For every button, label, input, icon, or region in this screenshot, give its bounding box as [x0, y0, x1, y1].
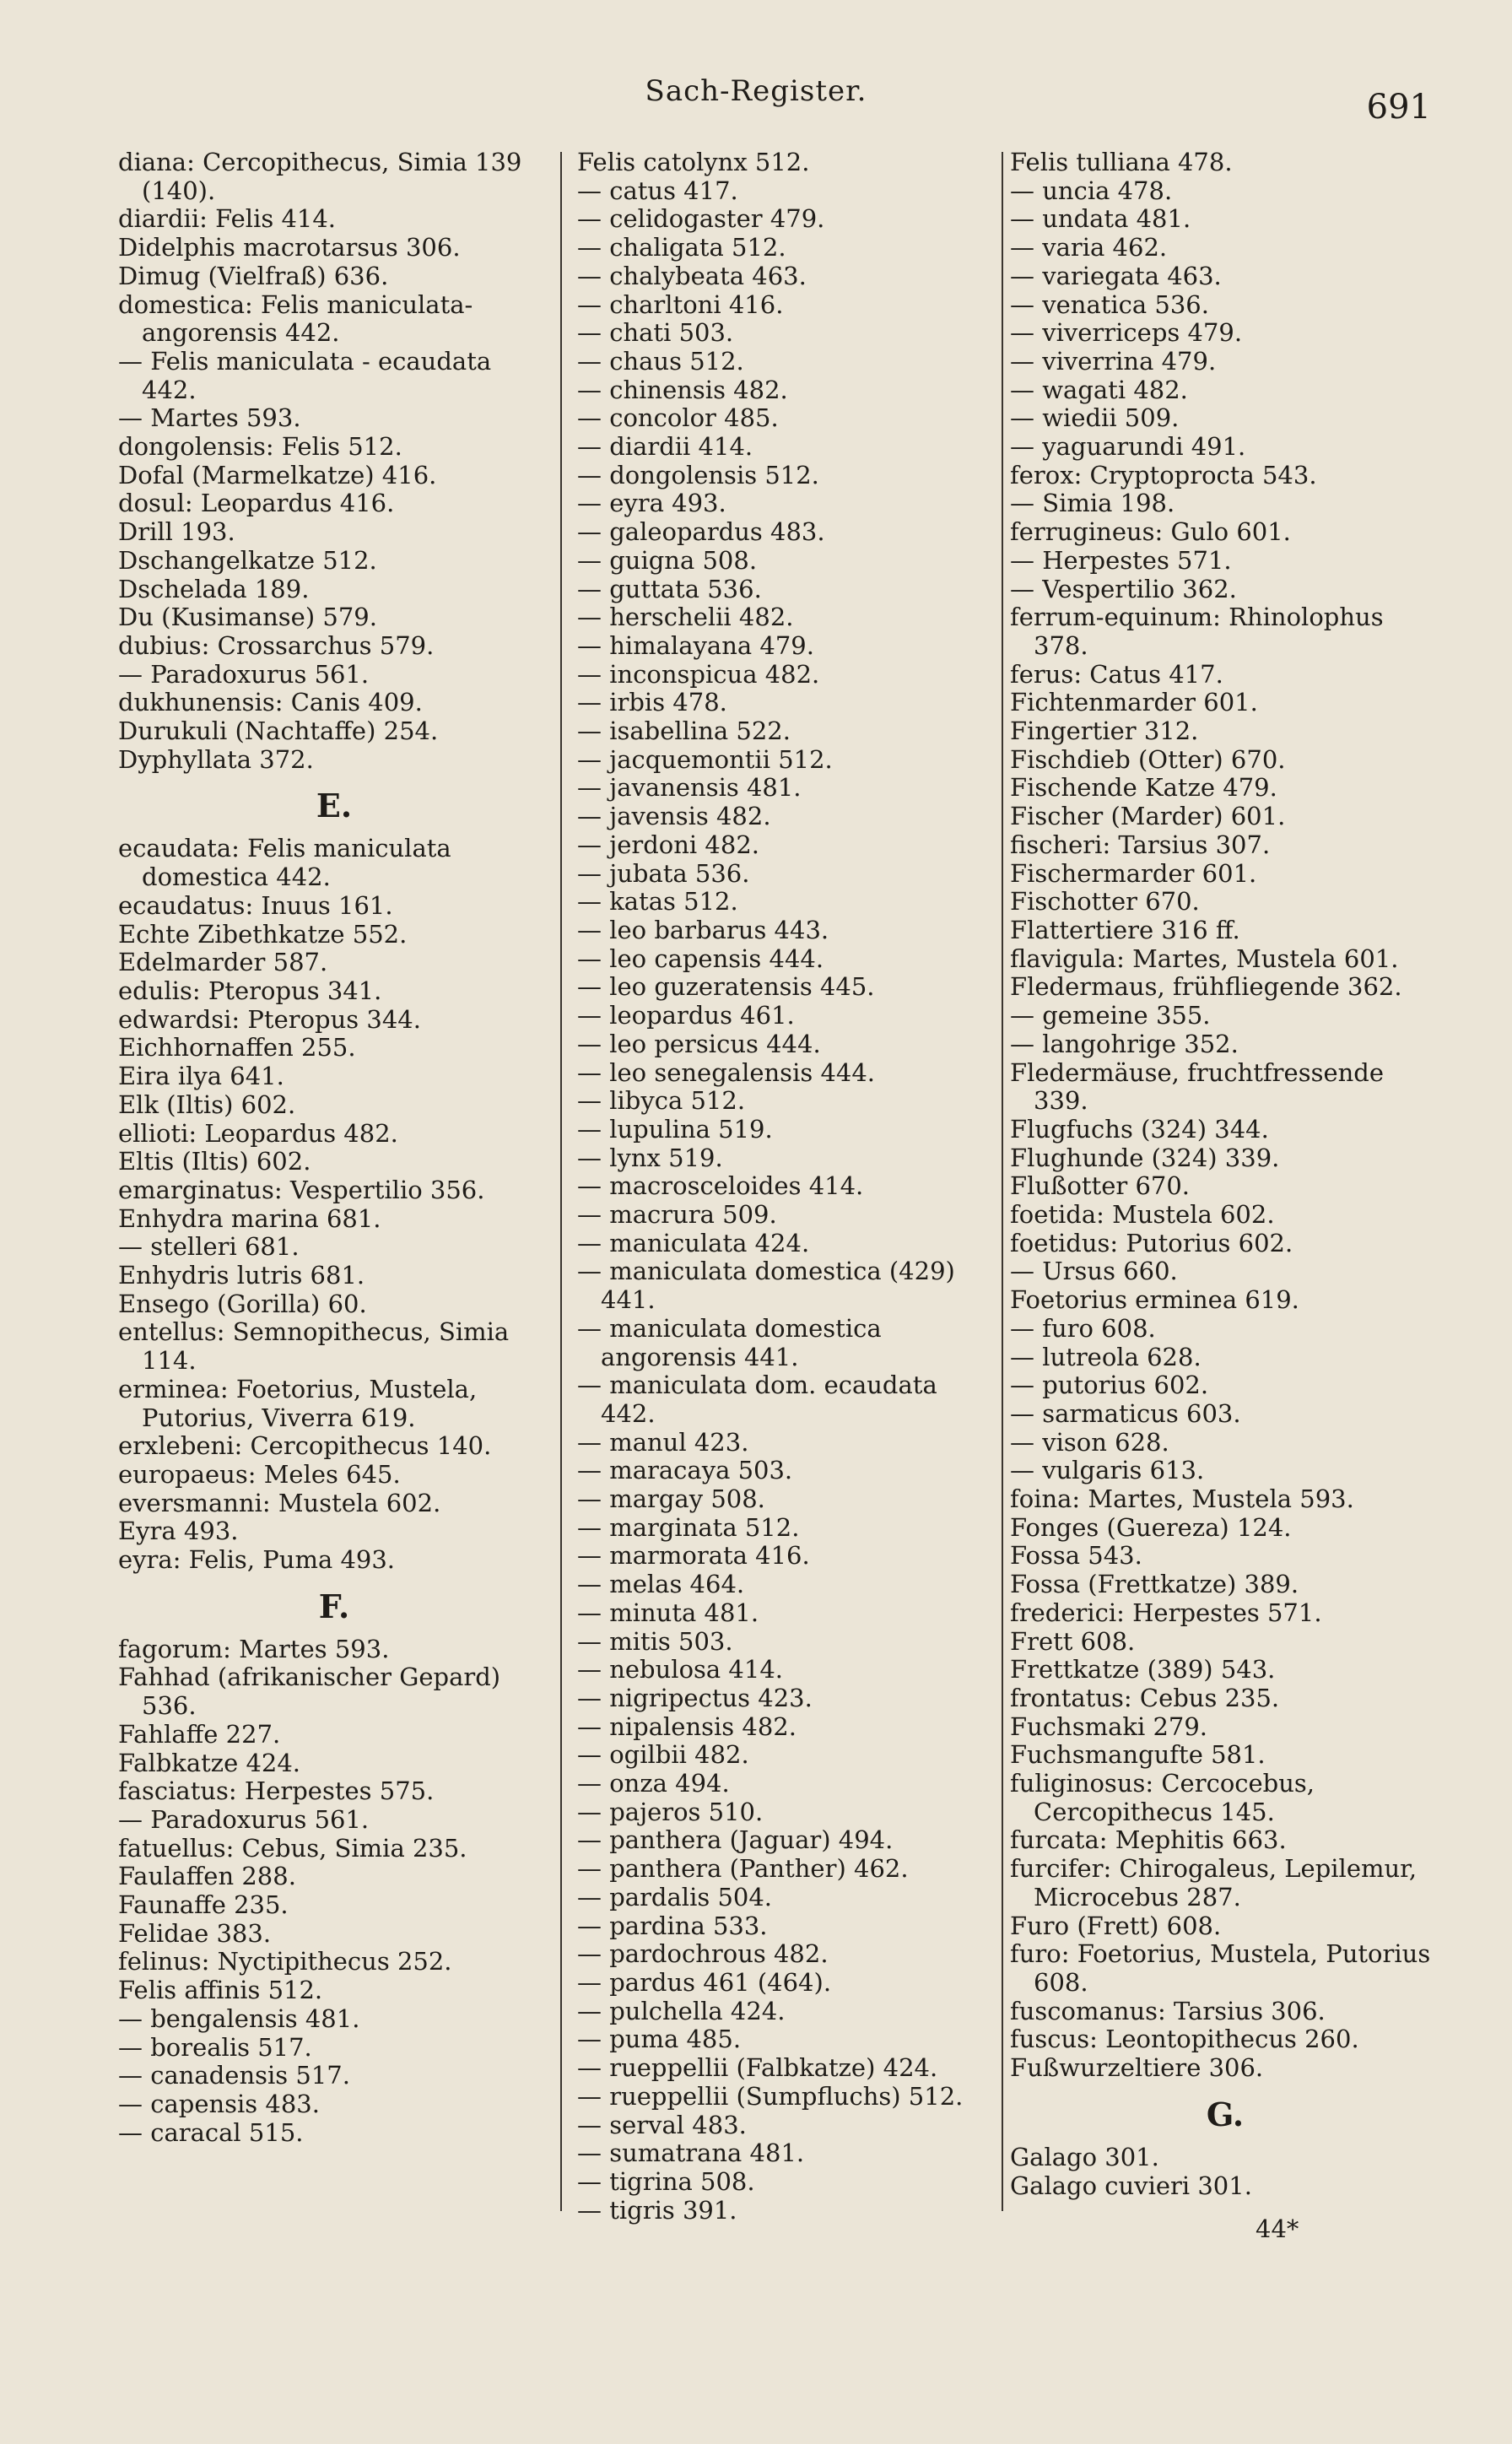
index-entry: — Simia 198. [1010, 489, 1175, 518]
index-entry: — pulchella 424. [577, 1996, 786, 2025]
index-entry: — lynx 519. [577, 1143, 723, 1172]
index-entry: — jacquemontii 512. [577, 744, 833, 774]
section-letter: E. [316, 787, 353, 825]
index-entry: — sumatrana 481. [577, 2138, 805, 2168]
index-entry: — chaligata 512. [577, 233, 786, 262]
index-entry: Felis tulliana 478. [1010, 148, 1233, 176]
index-entry: — pardalis 504. [577, 1882, 773, 1911]
index-entry: — minuta 481. [577, 1598, 759, 1627]
index-entry: — leo guzeratensis 445. [577, 972, 875, 1002]
index-entry: frederici: Herpestes 571. [1010, 1598, 1322, 1627]
index-entry: Felis catolynx 512. [577, 148, 810, 176]
index-entry: edulis: Pteropus 341. [118, 976, 382, 1005]
index-entry: — tigris 391. [577, 2195, 737, 2225]
index-entry: Durukuli (Nachtaffe) 254. [118, 716, 439, 746]
index-entry: Ensego (Gorilla) 60. [118, 1289, 367, 1318]
index-entry: Fingertier 312. [1010, 716, 1199, 746]
index-entry: dubius: Crossarchus 579. [118, 630, 435, 660]
index-entry: Didelphis macrotarsus 306. [118, 233, 461, 262]
page-number: 691 [1366, 88, 1431, 127]
index-entry: — viverriceps 479. [1010, 318, 1243, 348]
index-entry: — jerdoni 482. [577, 830, 759, 859]
index-entry: — lupulina 519. [577, 1114, 773, 1144]
index-entry: Flughunde (324) 339. [1010, 1143, 1280, 1172]
index-entry: Galago 301. [1010, 2142, 1159, 2171]
index-entry: — wagati 482. [1010, 375, 1188, 404]
index-entry: — putorius 602. [1010, 1371, 1209, 1400]
index-entry: Fischdieb (Otter) 670. [1010, 744, 1286, 774]
index-entry: ecaudata: Felis maniculata domestica 442. [118, 834, 451, 892]
index-entry: — panthera (Jaguar) 494. [577, 1825, 894, 1855]
index-entry: Drill 193. [118, 517, 235, 547]
index-entry: — guigna 508. [577, 545, 758, 575]
index-entry: — serval 483. [577, 2110, 747, 2139]
index-entry: Fuchsmaki 279. [1010, 1711, 1208, 1741]
index-entry: fischeri: Tarsius 307. [1010, 830, 1271, 859]
index-entry: — concolor 485. [577, 403, 779, 433]
index-entry: — bengalensis 481. [118, 2003, 360, 2033]
index-entry: — charltoni 416. [577, 289, 784, 319]
index-entry: ferrugineus: Gulo 601. [1010, 517, 1291, 547]
index-entry: fasciatus: Herpestes 575. [118, 1776, 435, 1806]
index-entry: — Paradoxurus 561. [118, 659, 370, 689]
index-entry: Fossa (Frettkatze) 389. [1010, 1570, 1299, 1599]
section-letter: G. [1206, 2095, 1245, 2133]
index-entry: — javensis 482. [577, 802, 771, 831]
index-entry: — variegata 463. [1010, 261, 1222, 290]
index-entry: emarginatus: Vespertilio 356. [118, 1175, 485, 1204]
index-entry: — capensis 483. [118, 2090, 320, 2118]
index-entry: — leopardus 461. [577, 1001, 795, 1030]
index-entry: Edelmarder 587. [118, 948, 328, 977]
index-entry: — panthera (Panther) 462. [577, 1854, 909, 1884]
index-column-3 [1010, 149, 1440, 2200]
index-entry: Enhydra marina 681. [118, 1203, 381, 1233]
column-divider [1002, 152, 1003, 2211]
index-entry: — marmorata 416. [577, 1541, 810, 1571]
index-entry: — furo 608. [1010, 1313, 1156, 1343]
index-entry: Flußotter 670. [1010, 1171, 1191, 1201]
index-entry: Fledermaus, frühfliegende 362. [1010, 972, 1402, 1002]
section-letter: F. [318, 1587, 350, 1625]
index-entry: Fuchsmangufte 581. [1010, 1740, 1266, 1770]
index-entry: Eichhornaffen 255. [118, 1033, 356, 1062]
index-entry: — wiedii 509. [1010, 403, 1180, 433]
index-entry: — uncia 478. [1010, 176, 1173, 205]
index-entry: — varia 462. [1010, 233, 1168, 262]
index-entry: Fischotter 670. [1010, 887, 1200, 916]
index-entry: Felidae 383. [118, 1918, 272, 1948]
index-entry: — leo persicus 444. [577, 1029, 821, 1058]
index-entry: — venatica 536. [1010, 289, 1209, 319]
index-entry: furcata: Mephitis 663. [1010, 1825, 1287, 1855]
index-entry: Fahhad (afrikanischer Gepard) 536. [118, 1663, 501, 1721]
index-entry: fagorum: Martes 593. [118, 1634, 390, 1663]
index-entry: — ogilbii 482. [577, 1740, 749, 1770]
index-entry: — inconspicua 482. [577, 659, 820, 689]
index-entry: — maniculata 424. [577, 1228, 810, 1257]
index-entry: — irbis 478. [577, 688, 727, 717]
index-entry: — Paradoxurus 561. [118, 1804, 370, 1834]
index-entry: — Ursus 660. [1010, 1257, 1178, 1286]
index-entry: furcifer: Chirogaleus, Lepilemur, Microcebus 287. [1010, 1854, 1418, 1911]
index-column-2 [577, 149, 994, 2225]
column-divider [560, 152, 562, 2211]
index-entry: — nipalensis 482. [577, 1711, 796, 1741]
index-entry: Elk (Iltis) 602. [118, 1090, 296, 1119]
index-entry: — galeopardus 483. [577, 517, 825, 547]
index-entry: — puma 485. [577, 2025, 742, 2054]
index-entry: fuscus: Leontopithecus 260. [1010, 2025, 1359, 2054]
index-entry: — undata 481. [1010, 204, 1191, 234]
index-entry: ferrum-equinum: Rhinolophus 378. [1010, 603, 1384, 660]
index-entry: Dschangelkatze 512. [118, 545, 377, 575]
index-entry: — mitis 503. [577, 1626, 733, 1656]
index-entry: — chaus 512. [577, 346, 744, 376]
index-entry: — herschelii 482. [577, 603, 794, 632]
index-entry: — langohrige 352. [1010, 1029, 1239, 1058]
index-entry: — nigripectus 423. [577, 1683, 813, 1712]
index-entry: — vison 628. [1010, 1427, 1169, 1457]
index-entry: furo: Foetorius, Mustela, Putorius 608. [1010, 1939, 1431, 1997]
index-entry: Fonges (Guereza) 124. [1010, 1512, 1292, 1542]
index-entry: — chati 503. [577, 318, 734, 348]
index-entry: — nebulosa 414. [577, 1655, 783, 1684]
index-entry: — chalybeata 463. [577, 261, 807, 290]
index-entry: Fledermäuse, fruchtfressende 339. [1010, 1057, 1385, 1116]
index-entry: Fossa 543. [1010, 1541, 1142, 1571]
index-entry: — macrura 509. [577, 1200, 777, 1230]
index-entry: Dimug (Vielfraß) 636. [118, 261, 389, 290]
index-entry: — catus 417. [577, 176, 738, 205]
index-column-1 [118, 149, 550, 2147]
printer-signature: 44* [1256, 2214, 1299, 2243]
index-entry: entellus: Semnopithecus, Simia 114. [118, 1317, 510, 1376]
index-entry: Eira ilya 641. [118, 1062, 284, 1091]
index-entry: — pardus 461 (464). [577, 1968, 832, 1997]
index-entry: Fischermarder 601. [1010, 858, 1257, 888]
index-entry: foetida: Mustela 602. [1010, 1200, 1275, 1230]
index-entry: diana: Cercopithecus, Simia 139 (140). [118, 148, 522, 205]
index-entry: Foetorius erminea 619. [1010, 1285, 1299, 1315]
index-entry: — maracaya 503. [577, 1456, 793, 1485]
index-entry: Galago cuvieri 301. [1010, 2171, 1252, 2200]
index-entry: Eyra 493. [118, 1517, 239, 1546]
index-entry: — Herpestes 571. [1010, 545, 1232, 575]
index-entry: eyra: Felis, Puma 493. [118, 1545, 396, 1575]
index-entry: Echte Zibethkatze 552. [118, 919, 408, 949]
index-entry: Fichtenmarder 601. [1010, 688, 1258, 717]
index-entry: Faunaffe 235. [118, 1890, 289, 1920]
index-entry: — katas 512. [577, 887, 738, 916]
index-entry: — pardochrous 482. [577, 1939, 829, 1969]
index-entry: — Vespertilio 362. [1010, 574, 1237, 603]
index-entry: dongolensis: Felis 512. [118, 432, 402, 462]
index-entry: flavigula: Martes, Mustela 601. [1010, 944, 1399, 973]
index-entry: Dschelada 189. [118, 574, 310, 603]
index-entry: ellioti: Leopardus 482. [118, 1118, 398, 1148]
index-entry: felinus: Nyctipithecus 252. [118, 1947, 452, 1976]
index-entry: europaeus: Meles 645. [118, 1459, 401, 1489]
index-entry: Flugfuchs (324) 344. [1010, 1114, 1269, 1144]
index-entry: — gemeine 355. [1010, 1001, 1211, 1030]
index-entry: Fischer (Marder) 601. [1010, 802, 1286, 831]
index-entry: — isabellina 522. [577, 716, 791, 746]
index-entry: — dongolensis 512. [577, 460, 819, 489]
index-entry: diardii: Felis 414. [118, 204, 337, 234]
index-entry: — manul 423. [577, 1427, 749, 1457]
index-entry: erxlebeni: Cercopithecus 140. [118, 1431, 492, 1461]
index-entry: Fahlaffe 227. [118, 1719, 281, 1749]
index-entry: — celidogaster 479. [577, 204, 825, 234]
index-entry: — eyra 493. [577, 489, 726, 518]
index-entry: — margay 508. [577, 1484, 765, 1514]
index-entry: Furo (Frett) 608. [1010, 1911, 1222, 1940]
index-entry: — caracal 515. [118, 2117, 304, 2147]
index-entry: — pajeros 510. [577, 1797, 764, 1826]
index-entry: domestica: Felis maniculata-angorensis 442. [118, 289, 473, 348]
index-entry: foina: Martes, Mustela 593. [1010, 1484, 1354, 1514]
index-entry: dukhunensis: Canis 409. [118, 688, 423, 717]
index-entry: — maniculata dom. ecaudata 442. [577, 1371, 937, 1428]
index-entry: Dofal (Marmelkatze) 416. [118, 460, 437, 489]
index-entry: edwardsi: Pteropus 344. [118, 1004, 421, 1034]
index-entry: — leo barbarus 443. [577, 915, 829, 944]
index-entry: dosul: Leopardus 416. [118, 489, 395, 518]
index-entry: — diardii 414. [577, 432, 753, 462]
index-entry: eversmanni: Mustela 602. [118, 1488, 441, 1517]
index-entry: — himalayana 479. [577, 630, 814, 660]
index-entry: — Martes 593. [118, 403, 301, 433]
index-entry: ferus: Catus 417. [1010, 659, 1223, 689]
index-entry: fuliginosus: Cercocebus, Cercopithecus 145. [1010, 1769, 1315, 1826]
index-entry: Falbkatze 424. [118, 1748, 301, 1777]
index-entry: Frettkatze (389) 543. [1010, 1655, 1276, 1684]
index-entry: fuscomanus: Tarsius 306. [1010, 1996, 1326, 2025]
index-entry: Enhydris lutris 681. [118, 1261, 365, 1290]
index-entry: — leo capensis 444. [577, 944, 824, 973]
index-entry: — Felis maniculata - ecaudata 442. [118, 346, 492, 404]
index-entry: — tigrina 508. [577, 2166, 755, 2196]
index-entry: — maniculata domestica angorensis 441. [577, 1313, 882, 1371]
index-entry: Fischende Katze 479. [1010, 773, 1277, 803]
index-entry: Dyphyllata 372. [118, 744, 314, 774]
index-entry: foetidus: Putorius 602. [1010, 1228, 1293, 1257]
running-head: Sach-Register. [645, 74, 867, 108]
index-entry: — leo senegalensis 444. [577, 1057, 876, 1087]
index-entry: — onza 494. [577, 1769, 730, 1798]
index-entry: — javanensis 481. [577, 773, 802, 803]
index-entry: Frett 608. [1010, 1626, 1136, 1656]
index-entry: — vulgaris 613. [1010, 1456, 1205, 1485]
index-entry: — pardina 533. [577, 1911, 768, 1940]
index-entry: Flattertiere 316 ff. [1010, 915, 1240, 944]
index-entry: — borealis 517. [118, 2032, 312, 2062]
index-entry: erminea: Foetorius, Mustela, Putorius, Viverra 619. [118, 1374, 478, 1432]
index-entry: — rueppellii (Sumpfluchs) 512. [577, 2081, 964, 2111]
index-entry: — jubata 536. [577, 858, 750, 888]
index-entry: ferox: Cryptoprocta 543. [1010, 460, 1317, 489]
index-entry: — libyca 512. [577, 1086, 746, 1116]
index-entry: — canadensis 517. [118, 2061, 350, 2090]
index-entry: — guttata 536. [577, 574, 762, 603]
index-entry: — stelleri 681. [118, 1232, 300, 1262]
index-entry: Felis affinis 512. [118, 1976, 323, 2005]
index-entry: — sarmaticus 603. [1010, 1398, 1241, 1428]
index-entry: — chinensis 482. [577, 375, 788, 404]
index-entry: — marginata 512. [577, 1512, 800, 1542]
index-entry: — yaguarundi 491. [1010, 432, 1246, 462]
index-entry: — maniculata domestica (429) 441. [577, 1257, 955, 1315]
index-entry: — melas 464. [577, 1570, 745, 1599]
index-entry: — viverrina 479. [1010, 346, 1217, 376]
index-entry: Du (Kusimanse) 579. [118, 603, 377, 632]
index-entry: Faulaffen 288. [118, 1862, 296, 1891]
index-entry: fatuellus: Cebus, Simia 235. [118, 1833, 467, 1863]
index-entry: ecaudatus: Inuus 161. [118, 890, 393, 920]
index-entry: — lutreola 628. [1010, 1342, 1202, 1371]
index-entry: — rueppellii (Falbkatze) 424. [577, 2053, 938, 2083]
index-entry: frontatus: Cebus 235. [1010, 1683, 1280, 1712]
index-entry: Fußwurzeltiere 306. [1010, 2053, 1264, 2083]
index-entry: Eltis (Iltis) 602. [118, 1147, 311, 1176]
index-entry: — macrosceloides 414. [577, 1171, 864, 1201]
